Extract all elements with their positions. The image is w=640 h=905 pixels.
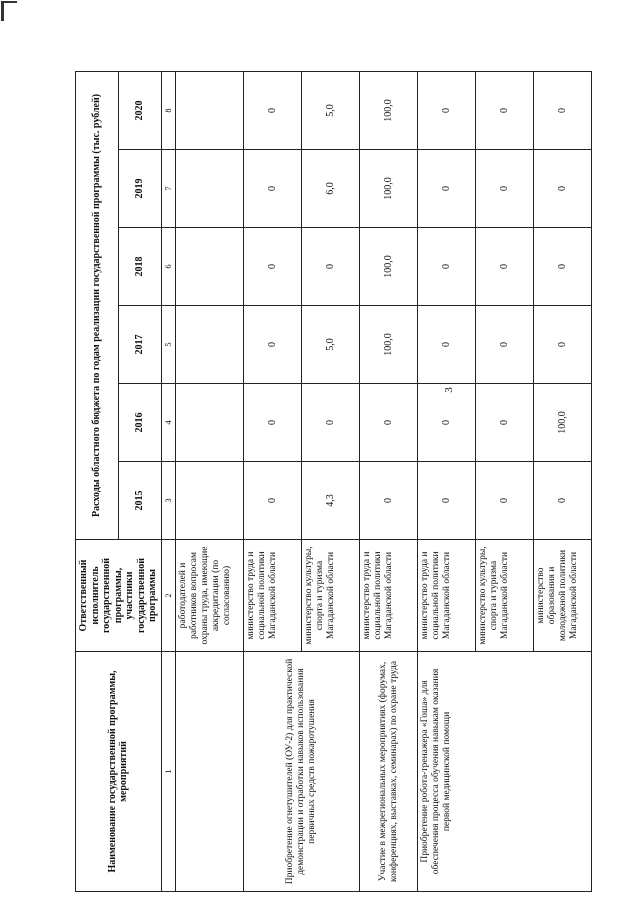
- value-cell: [176, 306, 244, 384]
- header-responsible: Ответственный исполнитель государственной программы, участники государственной программы: [76, 540, 162, 652]
- value-cell: 0: [418, 306, 476, 384]
- value-cell: 100,0: [360, 306, 418, 384]
- value-cell: 0: [244, 150, 302, 228]
- responsible-cell: министерство образования и молодежной политики Магаданской области: [534, 540, 592, 652]
- expenses-table: [75, 71, 592, 892]
- page-number: 3: [443, 387, 455, 393]
- header-row: [76, 71, 119, 891]
- column-number: 1: [161, 652, 176, 892]
- measure-cell: Приобретение робота-тренажера «Гоша» для обеспечения процесса обучения навыкам оказания первой медицинской помощи: [418, 652, 592, 892]
- value-cell: 100,0: [360, 150, 418, 228]
- table-row: [360, 71, 418, 891]
- value-cell: 0: [476, 150, 534, 228]
- value-cell: 0: [244, 462, 302, 540]
- header-year: 2019: [118, 150, 161, 228]
- value-cell: 0: [534, 150, 592, 228]
- value-cell: 0: [244, 71, 302, 149]
- value-cell: 6,0: [302, 150, 360, 228]
- value-cell: [176, 228, 244, 306]
- responsible-cell: министерство культуры, спорта и туризма Магаданской области: [476, 540, 534, 652]
- column-number: 4: [161, 384, 176, 462]
- measure-cell: Участие в межрегиональных мероприятиях (форумах, конференциях, выставках, семинарах) по охране труда: [360, 652, 418, 892]
- table-row: [244, 71, 302, 891]
- value-cell: 0: [534, 228, 592, 306]
- responsible-cell: министерство труда и социальной политики Магаданской области: [418, 540, 476, 652]
- value-cell: 100,0: [360, 71, 418, 149]
- header-year: 2018: [118, 228, 161, 306]
- column-number: 5: [161, 306, 176, 384]
- value-cell: 0: [534, 306, 592, 384]
- column-number: 2: [161, 540, 176, 652]
- value-cell: 0: [418, 150, 476, 228]
- value-cell: 0: [302, 228, 360, 306]
- value-cell: 0: [534, 71, 592, 149]
- responsible-cell: министерство культуры, спорта и туризма Магаданской области: [302, 540, 360, 652]
- value-cell: 0: [302, 384, 360, 462]
- value-cell: 0: [476, 71, 534, 149]
- header-year: 2020: [118, 71, 161, 149]
- value-cell: 4,3: [302, 462, 360, 540]
- responsible-cell: министерство труда и социальной политики Магаданской области: [360, 540, 418, 652]
- header-year: 2017: [118, 306, 161, 384]
- header-year: 2016: [118, 384, 161, 462]
- column-number: 7: [161, 150, 176, 228]
- value-cell: 0: [244, 228, 302, 306]
- value-cell: 0: [418, 462, 476, 540]
- value-cell: 0: [476, 306, 534, 384]
- measure-cell: Приобретение огнетушителей (ОУ-2) для практической демонстрации и отработки навыков использования первичных средств пожаротушения: [244, 652, 360, 892]
- value-cell: [176, 71, 244, 149]
- column-number-row: [161, 71, 176, 891]
- value-cell: 100,0: [534, 384, 592, 462]
- table-row: [418, 71, 476, 891]
- value-cell: 0: [476, 462, 534, 540]
- continuation-row: [176, 71, 244, 891]
- value-cell: 0: [360, 384, 418, 462]
- header-name: Наименование государственной программы, мероприятий: [76, 652, 162, 892]
- header-year: 2015: [118, 462, 161, 540]
- value-cell: 0: [418, 228, 476, 306]
- responsible-cell: министерство труда и социальной политики Магаданской области: [244, 540, 302, 652]
- value-cell: 0: [244, 306, 302, 384]
- column-number: 3: [161, 462, 176, 540]
- value-cell: 0: [476, 228, 534, 306]
- value-cell: 5,0: [302, 306, 360, 384]
- value-cell: 0: [418, 384, 476, 462]
- value-cell: 0: [418, 71, 476, 149]
- value-cell: 0: [534, 462, 592, 540]
- value-cell: [176, 384, 244, 462]
- header-expenses: Расходы областного бюджета по годам реализации государственной программы (тыс. рублей): [76, 71, 119, 539]
- measure-cell: [176, 652, 244, 892]
- value-cell: [176, 462, 244, 540]
- value-cell: [176, 150, 244, 228]
- value-cell: 0: [360, 462, 418, 540]
- value-cell: 5,0: [302, 71, 360, 149]
- value-cell: 100,0: [360, 228, 418, 306]
- column-number: 8: [161, 71, 176, 149]
- value-cell: 0: [244, 384, 302, 462]
- column-number: 6: [161, 228, 176, 306]
- responsible-cell: работодателей и работников вопросам охраны труда, имеющие аккредитации (по согласованию): [176, 540, 244, 652]
- value-cell: 0: [476, 384, 534, 462]
